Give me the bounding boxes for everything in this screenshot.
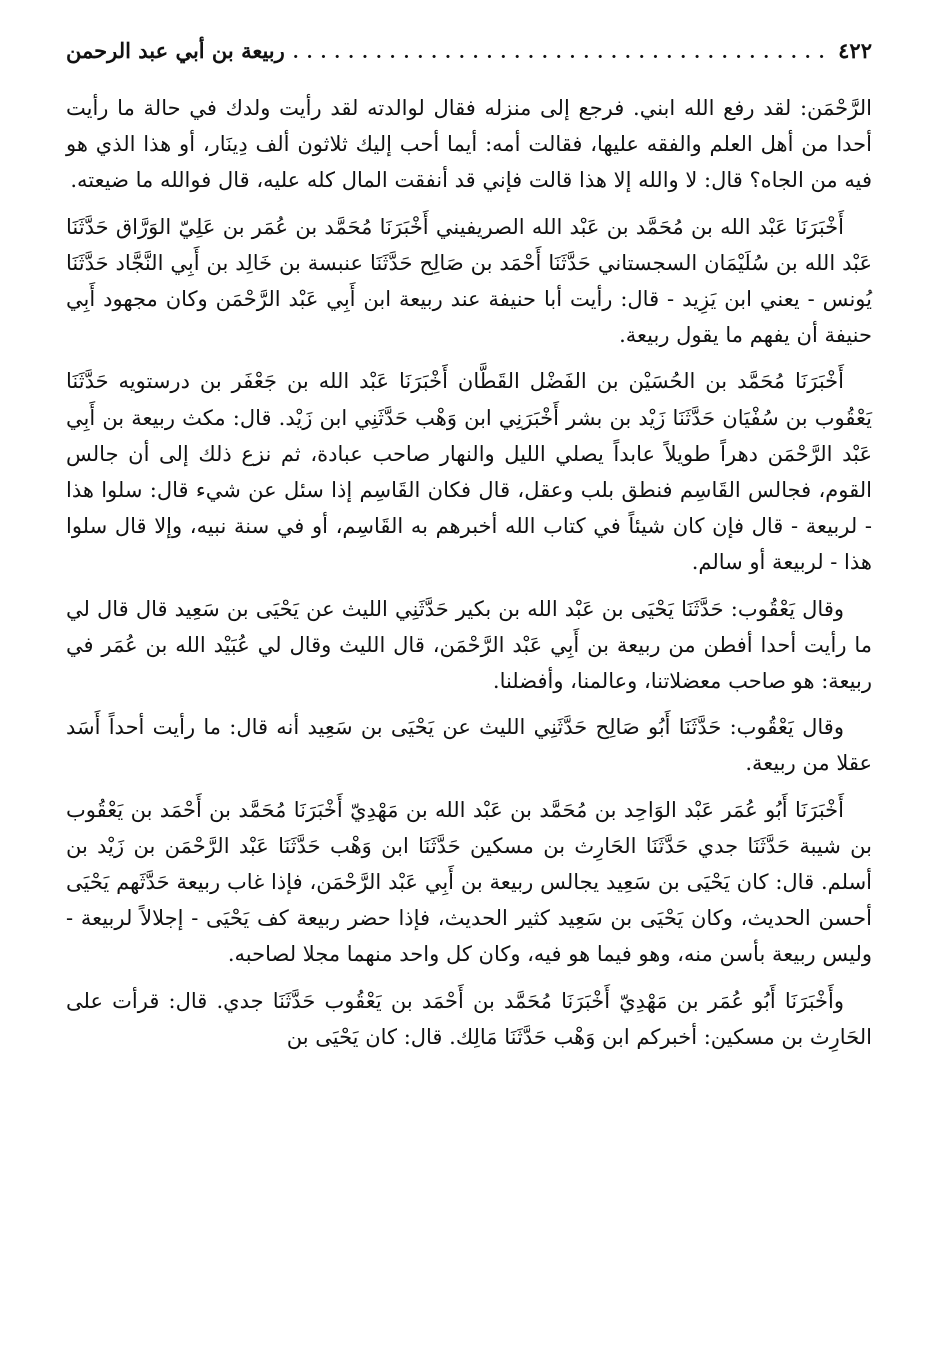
dot-leader — [293, 43, 830, 63]
running-header — [66, 38, 872, 82]
paragraph: وأَخْبَرَنَا أَبُو عُمَر بن مَهْدِيّ أَخْبَرَنَا مُحَمَّد بن أَحْمَد بن يَعْقُوب حَدَّثَنَا جدي. قال: قرأت على الحَارِث بن مسكين: أخبركم ابن وَهْب حَدَّثَنَا مَالِك. قال: كان يَحْيَى بن — [66, 988, 872, 1049]
page-body — [66, 90, 872, 1055]
paragraph: وقال يَعْقُوب: حَدَّثَنَا أَبُو صَالِح حَدَّثَنِي الليث عن يَحْيَى بن سَعِيد أنه قال: ما رأيت أحداً أَسَد عقلا من ربيعة. — [66, 715, 872, 776]
running-title: ربيعة بن أبي عبد الرحمن — [66, 38, 285, 63]
page-number: ٤٢٢ — [838, 38, 872, 63]
paragraph: أَخْبَرَنَا أَبُو عُمَر عَبْد الوَاحِد بن مُحَمَّد بن عَبْد الله بن مَهْدِيّ أَخْبَرَنَا مُحَمَّد بن أَحْمَد بن يَعْقُوب بن شيبة حَدَّثَنَا جدي حَدَّثَنَا الحَارِث بن مسكين حَدَّثَنَا ابن وَهْب حَدَّثَنَا عَبْد الرَّحْمَن بن زَيْد بن أسلم. قال: كان يَحْيَى بن سَعِيد يجالس ربيعة بن أَبِي عَبْد الرَّحْمَن، فإذا غاب ربيعة حَدَّثَهم يَحْيَى أحسن الحديث، وكان يَحْيَى بن سَعِيد كثير الحديث، فإذا حضر ربيعة كف يَحْيَى - إجلالاً لربيعة - وليس ربيعة بأسن منه، وهو فيما هو فيه، وكان كل واحد منهما مجلا لصاحبه. — [66, 797, 872, 967]
paragraph: وقال يَعْقُوب: حَدَّثَنَا يَحْيَى بن عَبْد الله بن بكير حَدَّثَنِي الليث عن يَحْيَى بن سَعِيد قال قال لي ما رأيت أحدا أفطن من ربيعة بن أَبِي عَبْد الرَّحْمَن، قال الليث وقال لي عُبَيْد الله بن عُمَر في ربيعة: هو صاحب معضلاتنا، وعالمنا، وأفضلنا. — [66, 596, 872, 694]
paragraph-continuation: الرَّحْمَن: لقد رفع الله ابني. فرجع إلى منزله فقال لوالدته لقد رأيت ولدك في حالة ما رأيت أحدا من أهل العلم والفقه عليها، فقالت أمه: أيما أحب إليك ثلاثون ألف دِينَار، أو هذا الذي هو فيه من الجاه؟ قال: لا والله إلا هذا قالت فإني قد أنفقت المال كله عليه، قال فوالله ما ضيعته. — [66, 96, 872, 193]
paragraph: أَخْبَرَنَا مُحَمَّد بن الحُسَيْن بن الفَضْل القَطَّان أَخْبَرَنَا عَبْد الله بن جَعْفَر بن درستويه حَدَّثَنَا يَعْقُوب بن سُفْيَان حَدَّثَنَا زَيْد بن بشر أَخْبَرَنِي ابن وَهْب حَدَّثَنِي ابن زَيْد. قال: مكث ربيعة بن أَبِي عَبْد الرَّحْمَن دهراً طويلاً عابداً يصلي الليل والنهار صاحب عبادة، ثم نزع ذلك إلى أن جالس القوم، فجالس القَاسِم فنطق بلب وعقل، قال فكان القَاسِم إذا سئل عن شيء قال: سلوا هذا - لربيعة - قال فإن كان شيئاً في كتاب الله أخبرهم به القَاسِم، أو في سنة نبيه، وإلا قال سلوا هذا - لربيعة أو سالم. — [66, 369, 873, 575]
paragraph: أَخْبَرَنَا عَبْد الله بن مُحَمَّد بن عَبْد الله الصريفيني أَخْبَرَنَا مُحَمَّد بن عُمَر بن عَلِيّ الوَرَّاق حَدَّثَنَا عَبْد الله بن سُلَيْمَان السجستاني حَدَّثَنَا أَحْمَد بن صَالِح حَدَّثَنَا عنبسة بن خَالِد بن أَبِي النَّجَّاد حَدَّثَنَا يُونس - يعني ابن يَزِيد - قال: رأيت أبا حنيفة عند ربيعة ابن أَبِي عَبْد الرَّحْمَن وكان مجهود أَبِي حنيفة أن يفهم ما يقول ربيعة. — [66, 214, 872, 348]
